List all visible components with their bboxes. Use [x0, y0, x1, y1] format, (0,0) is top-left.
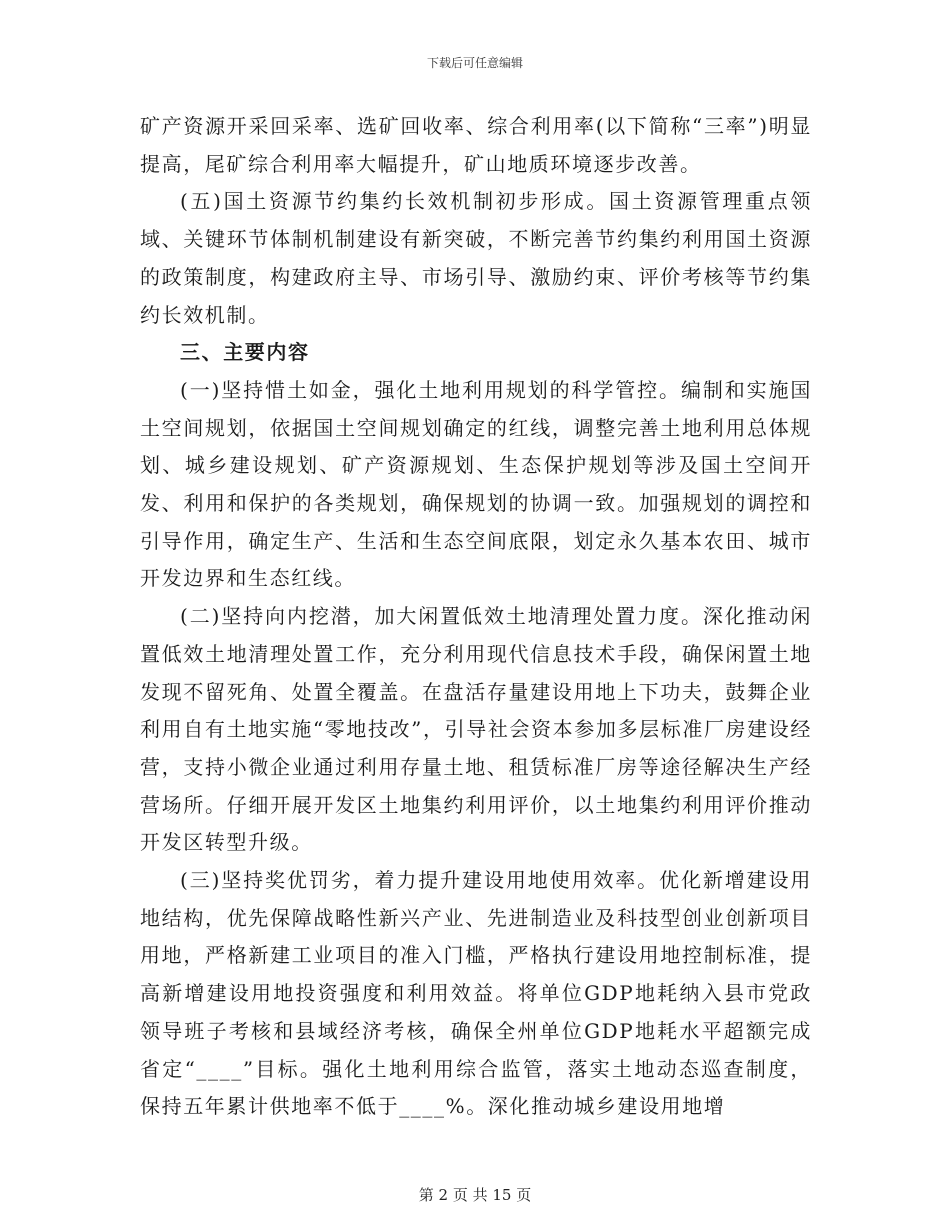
paragraph-item-2: (二)坚持向内挖潜，加大闲置低效土地清理处置力度。深化推动闲置低效土地清理处置工作，充分利用现代信息技术手段，确保闲置土地发现不留死角、处置全覆盖。在盘活存量建设用地上下功夫，鼓舞企业利用自有土地实施“零地技改”，引导社会资本参加多层标准厂房建设经营，支持小微企业通过利用存量土地、租赁标准厂房等途径解决生产经营场所。仔细开展开发区土地集约利用评价，以土地集约利用评价推动开发区转型升级。 [140, 604, 812, 855]
page-number-footer: 第 2 页 共 15 页 [418, 1186, 532, 1204]
paragraph-continuation: 矿产资源开采回采率、选矿回收率、综合利用率(以下简称“三率”)明显提高，尾矿综合利用率大幅提升，矿山地质环境逐步改善。 [140, 114, 812, 176]
paragraph-item-3: (三)坚持奖优罚劣，着力提升建设用地使用效率。优化新增建设用地结构，优先保障战略性新兴产业、先进制造业及科技型创业创新项目用地，严格新建工业项目的准入门槛，严格执行建设用地控制标准，提高新增建设用地投资强度和利用效益。将单位GDP地耗纳入县市党政领导班子考核和县域经济考核，确保全州单位GDP地耗水平超额完成省定“____”目标。强化土地利用综合监管，落实土地动态巡查制度，保持五年累计供地率不低于____%。深化推动城乡建设用地增 [140, 868, 812, 1119]
paragraph-item-1: (一)坚持惜土如金，强化土地利用规划的科学管控。编制和实施国土空间规划，依据国土空间规划确定的红线，调整完善土地利用总体规划、城乡建设规划、矿产资源规划、生态保护规划等涉及国土空间开发、利用和保护的各类规划，确保规划的协调一致。加强规划的调控和引导作用，确定生产、生活和生态空间底限，划定永久基本农田、城市开发边界和生态红线。 [140, 377, 812, 591]
page-header-note: 下载后可任意编辑 [426, 56, 523, 70]
section-heading-main-content: 三、主要内容 [180, 340, 310, 365]
paragraph-section-5: (五)国土资源节约集约长效机制初步形成。国土资源管理重点领域、关键环节体制机制建设有新突破，不断完善节约集约利用国土资源的政策制度，构建政府主导、市场引导、激励约束、评价考核等节约集约长效机制。 [140, 189, 812, 327]
document-body [140, 108, 812, 1126]
